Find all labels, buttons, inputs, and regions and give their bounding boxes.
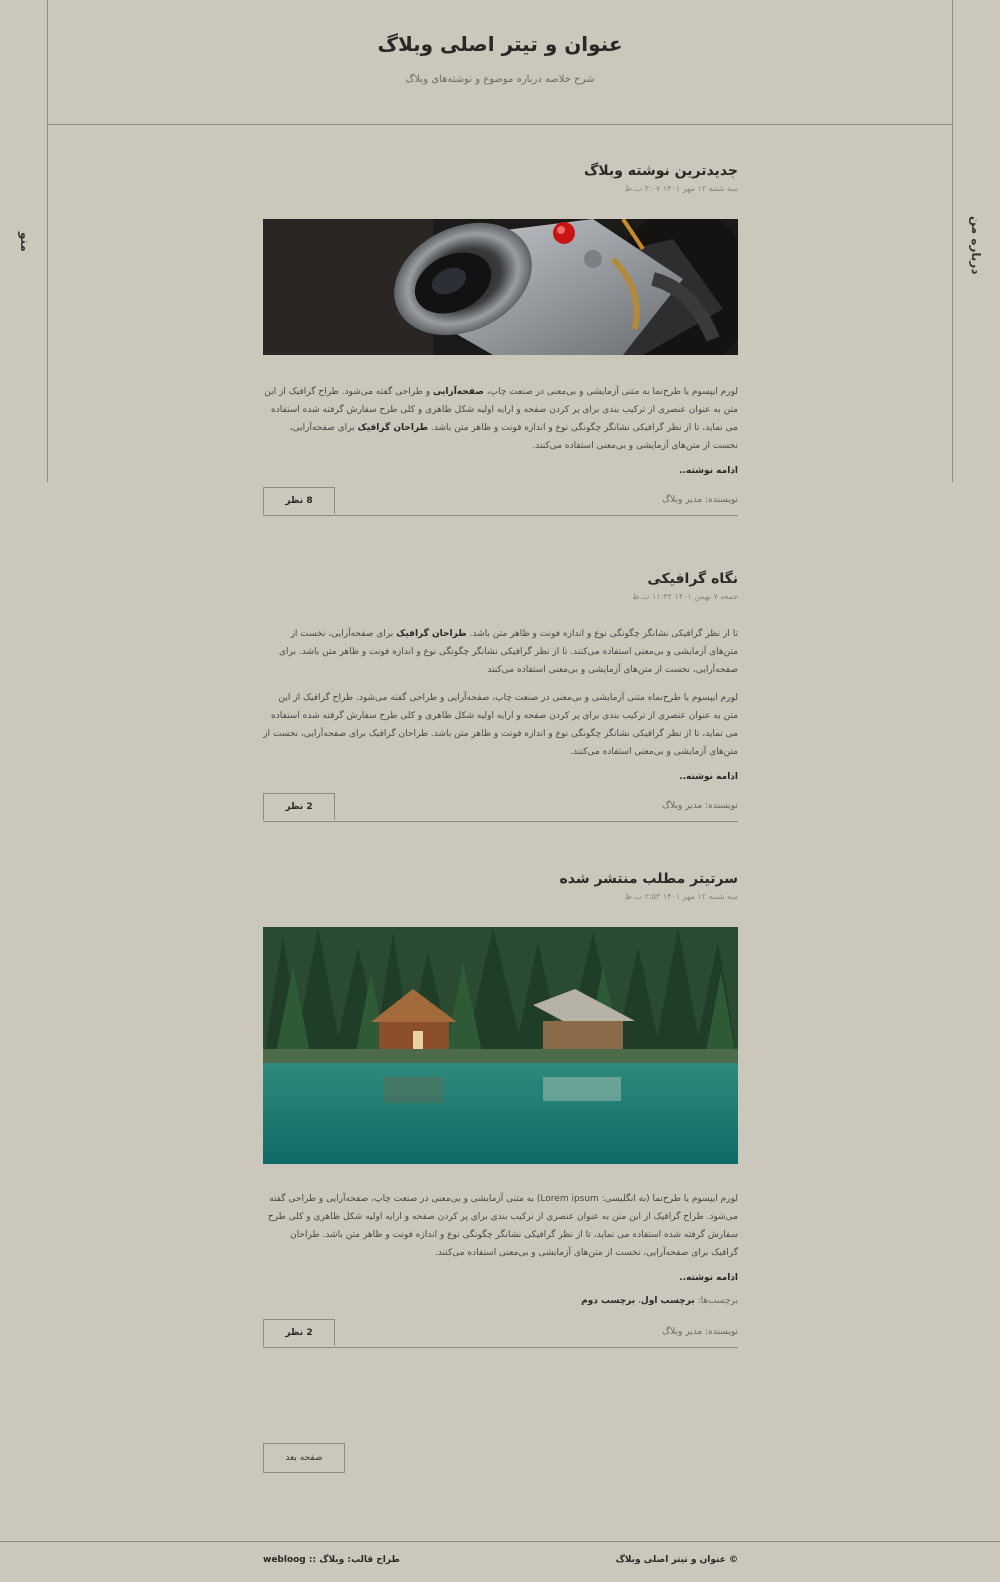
right-frame-line <box>952 0 953 482</box>
tag-link[interactable]: برچسب اول <box>640 1296 695 1306</box>
footer-divider <box>0 1541 1000 1542</box>
post-tags <box>263 1296 738 1306</box>
post-excerpt: تا از نظر گرافیکی نشانگر چگونگی نوع و اندازه فونت و ظاهر متن باشد. طراحان گرافیک برای صفحه‌آرایی، نخست از متن‌های آزمایشی و بی‌معنی استفاده می‌کنند. تا از نظر گرافیکی نشانگر چگونگی نوع و اندازه فونت و ظاهر متن باشد. برای صفحه‌آرایی، نخست از متن‌های آزمایشی و بی‌معنی استفاده می‌کنند <box>279 629 738 675</box>
post-footer <box>263 793 738 822</box>
lake-cabin-photo[interactable] <box>263 927 738 1164</box>
post-title[interactable]: سرتیتر مطلب منتشر شده <box>559 871 738 887</box>
post-footer <box>263 1319 738 1348</box>
about-me-link[interactable]: درباره من <box>969 216 983 275</box>
post-excerpt: لورم ایپسوم یا طرح‌نما به متنی آزمایشی و بی‌معنی در صنعت چاپ، صفحه‌آرایی و طراحی گفته می‌شود. طراح گرافیک از این متن به عنوان عنصری از ترکیب بندی برای پر کردن صفحه و ارایه اولیه شکل ظاهری و کلی طرح سفارش گرفته شده استفاده می نماید، تا از نظر گرافیکی نشانگر چگونگی نوع و اندازه فونت و ظاهر متن باشد. طراحان گرافیک برای صفحه‌آرایی، نخست از متن‌های آزمایشی و بی‌معنی استفاده می‌کنند. <box>264 387 738 451</box>
post-2 <box>263 569 738 822</box>
camera-photo[interactable] <box>263 219 738 355</box>
post-date: سه شنبه ۱۲ مهر ۱۴۰۱ ۳:۰۷ ب.ظ <box>624 184 738 193</box>
post-date: جمعه ۷ بهمن ۱۴۰۱ ۱۱:۴۴ ب.ظ <box>632 592 738 601</box>
post-footer <box>263 487 738 516</box>
post-author: نویسنده: مدیر وبلاگ <box>662 801 738 811</box>
header-divider <box>47 124 953 125</box>
post-author: نویسنده: مدیر وبلاگ <box>662 1327 738 1337</box>
menu-toggle[interactable]: منو <box>18 232 32 252</box>
next-page-button[interactable]: صفحه بعد <box>263 1443 345 1473</box>
tag-link[interactable]: برچسب دوم <box>581 1296 636 1306</box>
read-more-link[interactable]: ادامه نوشته.. <box>679 466 738 476</box>
site-description: شرح خلاصه درباره موضوع و نوشته‌های وبلاگ <box>405 74 595 85</box>
camera-image-svg <box>263 219 738 355</box>
post-excerpt: لورم ایپسوم یا طرح‌نما (به انگلیسی: Lorem ipsum) به متنی آزمایشی و بی‌معنی در صنعت چاپ، صفحه‌آرایی و طراحی گفته می‌شود. طراح گرافیک از این متن به عنوان عنصری از ترکیب بندی برای پر کردن صفحه و ارایه اولیه شکل ظاهری و کلی طرح سفارش گرفته شده استفاده می نماید، تا از نظر گرافیکی نشانگر چگونگی نوع و اندازه فونت و ظاهر متن باشد. طراحان گرافیک برای صفحه‌آرایی، نخست از متن‌های آزمایشی و بی‌معنی استفاده می‌کنند. <box>267 1194 738 1258</box>
footer-copyright: © عنوان و تیتر اصلی وبلاگ <box>615 1555 738 1565</box>
read-more-link[interactable]: ادامه نوشته.. <box>679 772 738 782</box>
post-date: سه شنبه ۱۲ مهر ۱۴۰۱ ۲:۵۳ ب.ظ <box>624 892 738 901</box>
post-author: نویسنده: مدیر وبلاگ <box>662 495 738 505</box>
tag-separator: ، <box>635 1296 641 1306</box>
post-title[interactable]: نگاه گرافیکی <box>647 571 738 587</box>
comments-button[interactable]: 8 نظر <box>263 487 335 514</box>
post-3 <box>263 869 738 1348</box>
footer-credit[interactable]: طراح قالب: وبلاگ :: webloog <box>263 1555 400 1565</box>
post-title[interactable]: جدیدترین نوشته وبلاگ <box>583 163 738 179</box>
lake-image-svg <box>263 927 738 1164</box>
site-header <box>48 0 952 124</box>
site-title[interactable]: عنوان و تیتر اصلی وبلاگ <box>377 32 623 56</box>
comments-button[interactable]: 2 نظر <box>263 793 335 820</box>
post-1 <box>263 161 738 516</box>
comments-button[interactable]: 2 نظر <box>263 1319 335 1346</box>
post-paragraph: لورم ایپسوم یا طرح‌نماه متنی آزمایشی و بی‌معنی در صنعت چاپ، صفحه‌آرایی و طراحی گفته می‌شود. طراح گرافیک از این متن به عنوان عنصری از ترکیب بندی برای پر کردن صفحه و ارایه اولیه شکل ظاهری و کلی طرح سفارش گرفته شده استفاده می نماید، تا از نظر گرافیکی نشانگر چگونگی نوع و اندازه فونت و ظاهر متن باشد. طراحان گرافیک برای صفحه‌آرایی، نخست از متن‌های آزمایشی و بی‌معنی استفاده می‌کنند. <box>263 693 738 757</box>
tags-label: برچسب‌ها: <box>694 1296 738 1306</box>
read-more-link[interactable]: ادامه نوشته.. <box>679 1273 738 1283</box>
